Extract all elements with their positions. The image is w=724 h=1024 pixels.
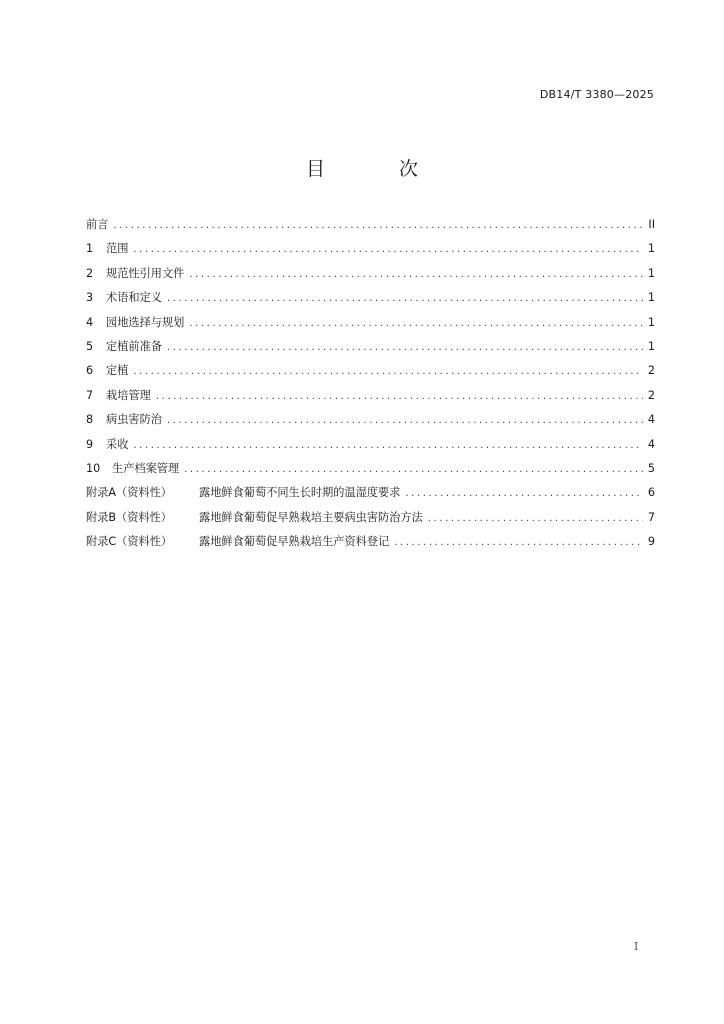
dot-leader	[405, 488, 643, 499]
toc-entry-page: 1	[647, 315, 655, 329]
toc-entry-6[interactable]	[86, 362, 655, 386]
toc-entry-4[interactable]	[86, 314, 655, 338]
toc-entry-number: 4	[86, 315, 94, 329]
toc-entry-label: 生产档案管理	[112, 461, 180, 475]
toc-entry-10[interactable]	[86, 460, 655, 484]
dot-leader	[167, 415, 643, 426]
toc-entry-foreword[interactable]	[86, 216, 655, 240]
toc-entry-3[interactable]	[86, 289, 655, 313]
toc-entry-label: 露地鲜食葡萄促早熟栽培生产资料登记	[199, 535, 390, 549]
toc-entry-number: 6	[86, 364, 94, 378]
toc-entry-number: 3	[86, 291, 94, 305]
toc-entry-appendix-a[interactable]	[86, 484, 655, 508]
dot-leader	[184, 464, 643, 475]
toc-entry-number: 8	[86, 413, 94, 427]
toc-entry-label: 采收	[106, 437, 129, 451]
toc-entry-page: 1	[647, 339, 655, 353]
dot-leader	[167, 293, 643, 304]
dot-leader	[428, 513, 643, 524]
toc-entry-page: 7	[647, 510, 655, 524]
toc-entry-number: 2	[86, 266, 94, 280]
toc-entry-appendix-b[interactable]	[86, 509, 655, 533]
toc-entry-page: II	[648, 218, 655, 231]
toc-entry-label: 前言	[86, 218, 109, 231]
toc-entry-label: 园地选择与规划	[106, 315, 185, 329]
dot-leader	[189, 318, 643, 329]
dot-leader	[133, 440, 643, 451]
appendix-prefix: 附录A（资料性）	[86, 486, 172, 500]
toc-entry-label: 定植	[106, 364, 129, 378]
table-of-contents	[86, 216, 655, 557]
toc-entry-appendix-c[interactable]	[86, 533, 655, 557]
page-title: 目 次	[305, 158, 453, 180]
toc-entry-label: 病虫害防治	[106, 413, 162, 427]
dot-leader	[167, 342, 643, 353]
toc-entry-number: 10	[86, 461, 101, 475]
toc-entry-label: 定植前准备	[106, 339, 162, 353]
toc-entry-1[interactable]	[86, 240, 655, 264]
dot-leader	[133, 366, 643, 377]
toc-entry-page: 1	[647, 266, 655, 280]
toc-entry-number: 5	[86, 339, 94, 353]
toc-entry-8[interactable]	[86, 411, 655, 435]
dot-leader	[189, 269, 643, 280]
toc-entry-label: 范围	[106, 242, 129, 256]
toc-entry-label: 规范性引用文件	[106, 266, 185, 280]
toc-entry-page: 1	[647, 291, 655, 305]
toc-entry-7[interactable]	[86, 387, 655, 411]
dot-leader	[133, 244, 643, 255]
toc-entry-page: 5	[647, 461, 655, 475]
toc-entry-page: 6	[647, 486, 655, 500]
toc-entry-label: 术语和定义	[106, 291, 162, 305]
dot-leader	[156, 391, 643, 402]
toc-entry-2[interactable]	[86, 265, 655, 289]
toc-entry-page: 4	[647, 437, 655, 451]
toc-entry-number: 9	[86, 437, 94, 451]
toc-entry-page: 2	[647, 364, 655, 378]
toc-entry-label: 露地鲜食葡萄不同生长时期的温湿度要求	[199, 486, 401, 500]
page-number: I	[634, 940, 639, 953]
dot-leader	[113, 220, 643, 231]
toc-entry-9[interactable]	[86, 436, 655, 460]
toc-entry-page: 9	[647, 535, 655, 549]
toc-entry-page: 4	[647, 413, 655, 427]
toc-entry-number: 7	[86, 388, 94, 402]
document-id: DB14/T 3380—2025	[539, 88, 654, 101]
toc-entry-page: 1	[647, 242, 655, 256]
appendix-prefix: 附录B（资料性）	[86, 510, 172, 524]
toc-entry-number: 1	[86, 242, 94, 256]
dot-leader	[394, 537, 643, 548]
toc-entry-label: 栽培管理	[106, 388, 151, 402]
toc-entry-5[interactable]	[86, 338, 655, 362]
toc-entry-label: 露地鲜食葡萄促早熟栽培主要病虫害防治方法	[199, 510, 423, 524]
toc-entry-page: 2	[647, 388, 655, 402]
appendix-prefix: 附录C（资料性）	[86, 535, 173, 549]
